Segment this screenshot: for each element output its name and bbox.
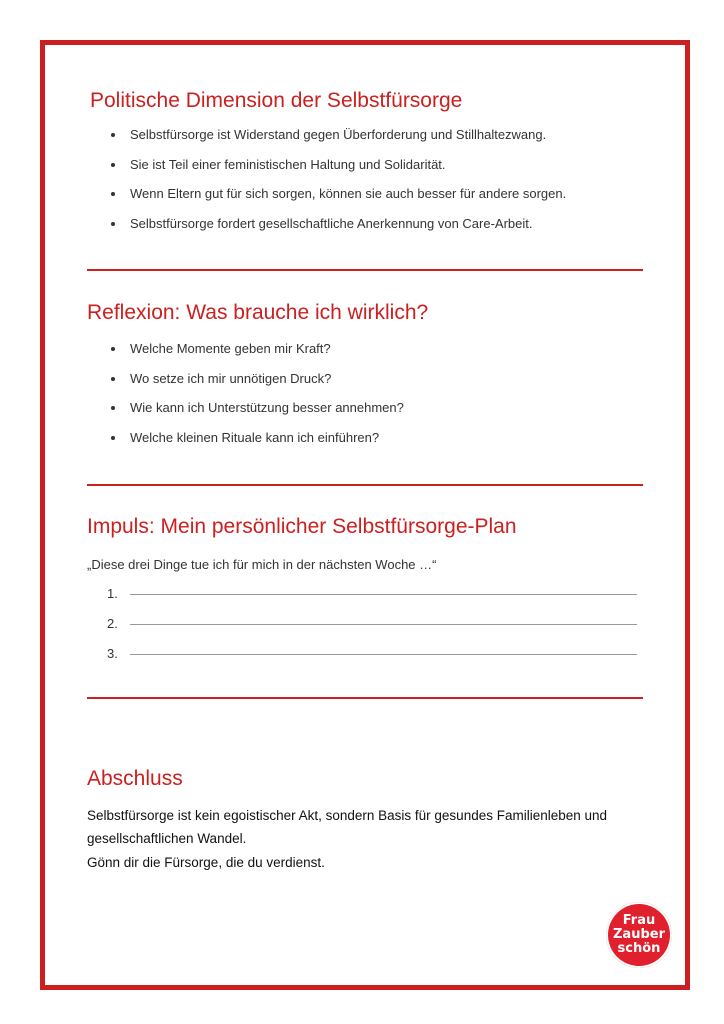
heading-reflexion: Reflexion: Was brauche ich wirklich?	[87, 301, 429, 324]
plan-line-2[interactable]	[130, 624, 637, 625]
plan-number-2: 2.	[107, 616, 118, 631]
plan-line-3[interactable]	[130, 654, 637, 655]
logo-line-2: Zauber	[613, 927, 665, 942]
plan-number-1: 1.	[107, 586, 118, 601]
plan-line-1[interactable]	[130, 594, 637, 595]
section-divider	[87, 697, 643, 699]
list-item: Welche kleinen Rituale kann ich einführen?	[108, 429, 404, 459]
list-item: Wenn Eltern gut für sich sorgen, können sie auch besser für andere sorgen.	[108, 185, 566, 215]
plan-number-3: 3.	[107, 646, 118, 661]
list-item: Welche Momente geben mir Kraft?	[108, 340, 404, 370]
list-item: Selbstfürsorge ist Widerstand gegen Überforderung und Stillhaltezwang.	[108, 126, 566, 156]
list-reflexion	[108, 340, 404, 458]
list-item: Wo setze ich mir unnötigen Druck?	[108, 370, 404, 400]
section-divider	[87, 269, 643, 271]
paragraph-abschluss-2: Gönn dir die Fürsorge, die du verdienst.	[87, 855, 325, 870]
logo-line-1: Frau	[622, 913, 656, 928]
heading-abschluss: Abschluss	[87, 767, 183, 790]
list-item: Selbstfürsorge fordert gesellschaftliche Anerkennung von Care-Arbeit.	[108, 215, 566, 245]
section-divider	[87, 484, 643, 486]
heading-impuls: Impuls: Mein persönlicher Selbstfürsorge-Plan	[87, 515, 517, 538]
logo-line-3: schön	[617, 941, 661, 956]
paragraph-abschluss-1: Selbstfürsorge ist kein egoistischer Akt, sondern Basis für gesundes Familienleben und gesellschaftlichen Wandel.	[87, 808, 608, 846]
list-item: Wie kann ich Unterstützung besser annehmen?	[108, 399, 404, 429]
quote-prompt: „Diese drei Dinge tue ich für mich in der nächsten Woche …“	[87, 557, 437, 572]
list-item: Sie ist Teil einer feministischen Haltung und Solidarität.	[108, 156, 566, 186]
list-politische-dimension	[108, 126, 566, 244]
heading-politische-dimension: Politische Dimension der Selbstfürsorge	[90, 89, 463, 112]
logo	[606, 902, 672, 968]
